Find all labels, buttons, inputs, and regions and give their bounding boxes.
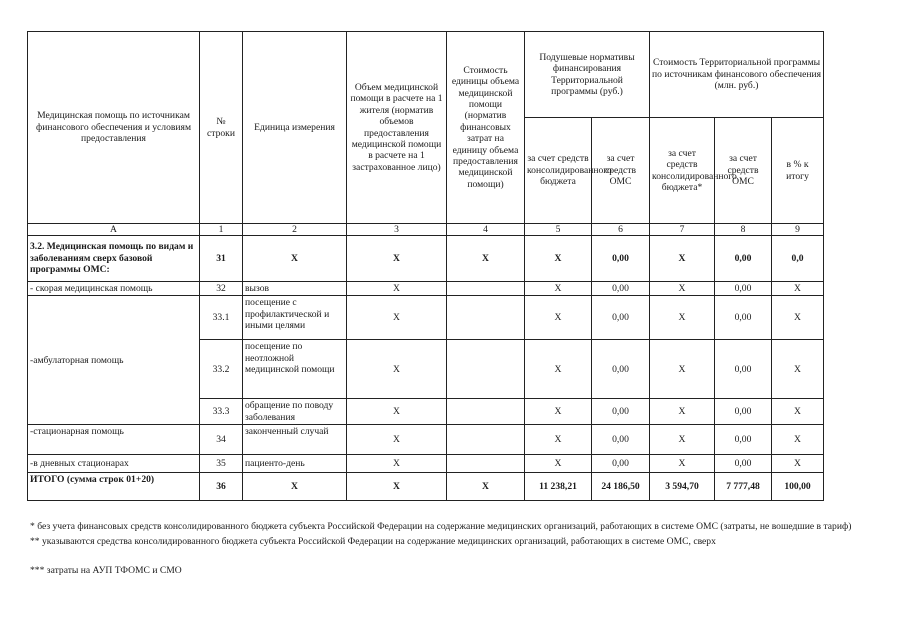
cell-c5: Х xyxy=(525,282,592,296)
table-row xyxy=(28,425,824,455)
table-row xyxy=(28,296,824,340)
col-number: 4 xyxy=(447,224,525,236)
cell-c5: Х xyxy=(525,455,592,473)
cell-c7: Х xyxy=(650,282,715,296)
cell-c3: Х xyxy=(347,425,447,455)
header-row-1 xyxy=(28,32,824,118)
row-unit: пациенто-день xyxy=(243,455,347,473)
row-name: -стационарная помощь xyxy=(28,425,200,455)
cell-c8: 0,00 xyxy=(715,455,772,473)
table-row xyxy=(28,236,824,282)
header-group-5-6: Подушевые нормативы финансирования Территориальной программы (руб.) xyxy=(525,32,650,118)
header-col-6: за счет средств ОМС xyxy=(592,118,650,224)
cell-c4 xyxy=(447,296,525,340)
header-col-2: Единица измерения xyxy=(243,32,347,224)
header-col-5: за счет средств консолидированного бюджета xyxy=(525,118,592,224)
row-unit: Х xyxy=(243,236,347,282)
header-col-1: № строки xyxy=(200,32,243,224)
table-row xyxy=(28,282,824,296)
cell-c6: 0,00 xyxy=(592,236,650,282)
cell-c6: 0,00 xyxy=(592,455,650,473)
cell-c4: Х xyxy=(447,236,525,282)
cell-c9: 100,00 xyxy=(772,473,824,501)
financing-table-wrapper xyxy=(27,31,824,501)
row-number: 33.3 xyxy=(200,399,243,425)
table-row xyxy=(28,455,824,473)
row-name: - скорая медицинская помощь xyxy=(28,282,200,296)
footnotes xyxy=(30,520,880,577)
row-unit: обращение по поводу заболевания xyxy=(243,399,347,425)
cell-c7: Х xyxy=(650,455,715,473)
total-name: ИТОГО (сумма строк 01+20) xyxy=(28,473,200,501)
cell-c7: Х xyxy=(650,340,715,399)
row-number: 32 xyxy=(200,282,243,296)
row-number: 33.1 xyxy=(200,296,243,340)
footnote-3: *** затраты на АУП ТФОМС и СМО xyxy=(30,565,182,576)
cell-c9: Х xyxy=(772,455,824,473)
cell-c9: 0,0 xyxy=(772,236,824,282)
cell-c4 xyxy=(447,425,525,455)
cell-c8: 7 777,48 xyxy=(715,473,772,501)
cell-c3: Х xyxy=(347,399,447,425)
total-row xyxy=(28,473,824,501)
cell-c3: Х xyxy=(347,455,447,473)
row-unit: законченный случай xyxy=(243,425,347,455)
col-number: А xyxy=(28,224,200,236)
header-group-7-9: Стоимость Территориальной программы по источникам финансового обеспечения (млн. руб.) xyxy=(650,32,824,118)
row-number: 33.2 xyxy=(200,340,243,399)
cell-c7: Х xyxy=(650,425,715,455)
cell-c7: 3 594,70 xyxy=(650,473,715,501)
cell-c8: 0,00 xyxy=(715,340,772,399)
column-number-row xyxy=(28,224,824,236)
cell-c6: 0,00 xyxy=(592,425,650,455)
col-number: 3 xyxy=(347,224,447,236)
row-number: 36 xyxy=(200,473,243,501)
cell-c4: Х xyxy=(447,473,525,501)
cell-c4 xyxy=(447,282,525,296)
row-number: 35 xyxy=(200,455,243,473)
cell-c6: 0,00 xyxy=(592,340,650,399)
cell-c8: 0,00 xyxy=(715,282,772,296)
cell-c5: 11 238,21 xyxy=(525,473,592,501)
col-number: 2 xyxy=(243,224,347,236)
row-unit: посещение по неотложной медицинской помощи xyxy=(243,340,347,399)
cell-c7: Х xyxy=(650,296,715,340)
header-col-3: Объем медицинской помощи в расчете на 1 жителя (норматив объемов предоставления медицинской помощи в расчете на 1 застрахованное лицо) xyxy=(347,32,447,224)
cell-c9: Х xyxy=(772,340,824,399)
cell-c5: Х xyxy=(525,236,592,282)
col-number: 6 xyxy=(592,224,650,236)
cell-c5: Х xyxy=(525,340,592,399)
cell-c6: 0,00 xyxy=(592,282,650,296)
footnote-1: * без учета финансовых средств консолидированного бюджета субъекта Российской Федерации на содержание медицинских организаций, работающих в системе ОМС (затраты, не вошедшие в тариф) xyxy=(30,521,852,532)
cell-c4 xyxy=(447,399,525,425)
row-number: 34 xyxy=(200,425,243,455)
cell-c3: Х xyxy=(347,282,447,296)
footnote-2: ** указываются средства консолидированного бюджета субъекта Российской Федерации на содержание медицинских организаций, работающих в системе ОМС, сверх xyxy=(30,536,716,547)
cell-c4 xyxy=(447,455,525,473)
header-col-a: Медицинская помощь по источникам финансового обеспечения и условиям предоставления xyxy=(28,32,200,224)
cell-c3: Х xyxy=(347,340,447,399)
col-number: 9 xyxy=(772,224,824,236)
cell-c3: Х xyxy=(347,473,447,501)
cell-c8: 0,00 xyxy=(715,399,772,425)
cell-c6: 0,00 xyxy=(592,399,650,425)
cell-c8: 0,00 xyxy=(715,425,772,455)
row-name-ambulatory: -амбулаторная помощь xyxy=(28,296,200,425)
cell-c3: Х xyxy=(347,236,447,282)
cell-c9: Х xyxy=(772,425,824,455)
col-number: 5 xyxy=(525,224,592,236)
row-unit: вызов xyxy=(243,282,347,296)
col-number: 8 xyxy=(715,224,772,236)
header-col-4: Стоимость единицы объема медицинской помощи (норматив финансовых затрат на единицу объема предоставления медицинской помощи) xyxy=(447,32,525,224)
cell-c6: 0,00 xyxy=(592,296,650,340)
row-unit: Х xyxy=(243,473,347,501)
row-name: -в дневных стационарах xyxy=(28,455,200,473)
cell-c9: Х xyxy=(772,399,824,425)
row-name: 3.2. Медицинская помощь по видам и заболеваниям сверх базовой программы ОМС: xyxy=(28,236,200,282)
header-col-8: за счет средств ОМС xyxy=(715,118,772,224)
cell-c7: Х xyxy=(650,399,715,425)
cell-c6: 24 186,50 xyxy=(592,473,650,501)
row-number: 31 xyxy=(200,236,243,282)
cell-c4 xyxy=(447,340,525,399)
row-unit: посещение с профилактической и иными целями xyxy=(243,296,347,340)
cell-c5: Х xyxy=(525,399,592,425)
cell-c5: Х xyxy=(525,296,592,340)
col-number: 7 xyxy=(650,224,715,236)
header-col-9: в % к итогу xyxy=(772,118,824,224)
cell-c8: 0,00 xyxy=(715,296,772,340)
cell-c9: Х xyxy=(772,296,824,340)
cell-c9: Х xyxy=(772,282,824,296)
cell-c7: Х xyxy=(650,236,715,282)
header-col-7: за счет средств консолидированного бюджета* xyxy=(650,118,715,224)
cell-c8: 0,00 xyxy=(715,236,772,282)
cell-c5: Х xyxy=(525,425,592,455)
financing-table xyxy=(27,31,824,501)
col-number: 1 xyxy=(200,224,243,236)
cell-c3: Х xyxy=(347,296,447,340)
